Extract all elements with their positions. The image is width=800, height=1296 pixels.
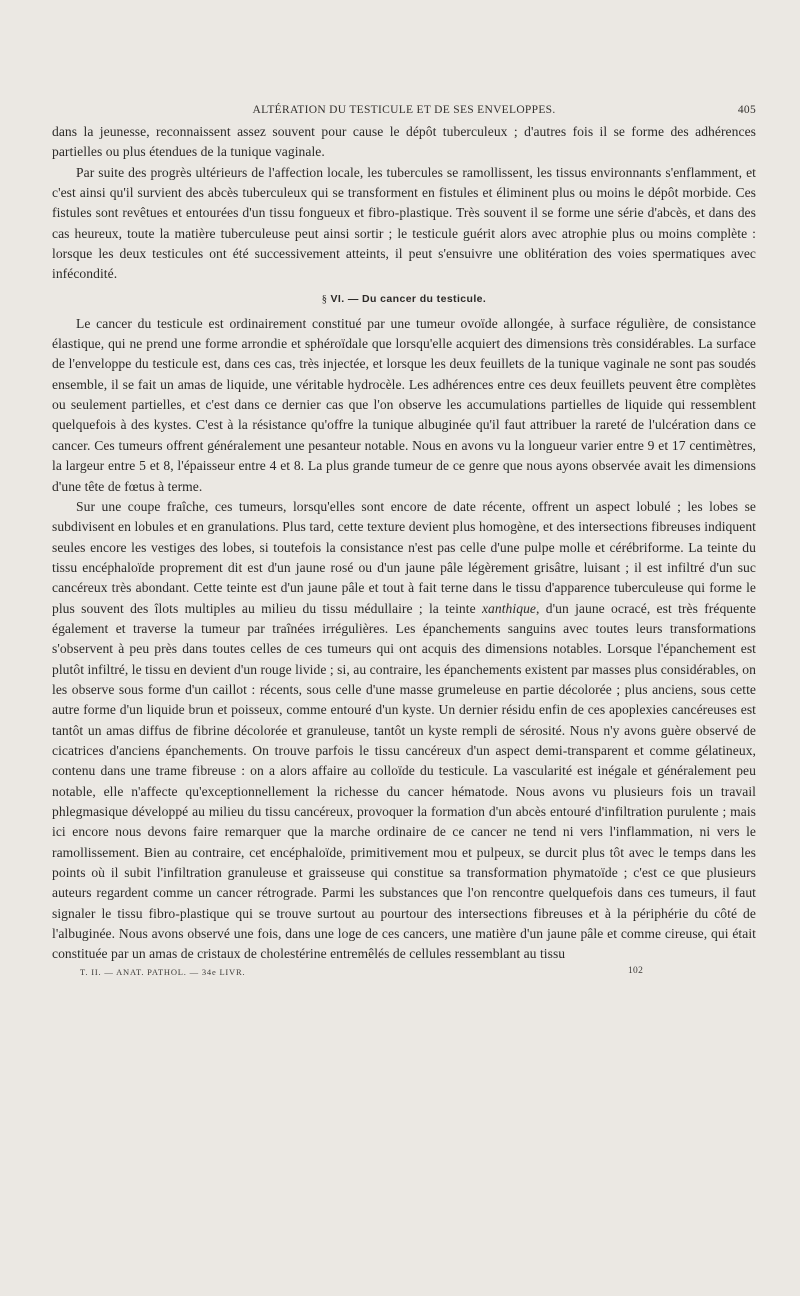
section-prefix: § (321, 293, 331, 305)
page (52, 104, 756, 981)
paragraph-cancer-description: Le cancer du testicule est ordinairement constitué par une tumeur ovoïde allongée, à surface régulière, de consistance élastique, qui ne prend une forme arrondie et sphéroïdale que lorsqu'elle acquiert des dimensions très considérables. La surface de l'enveloppe du testicule est, dans ces cas, très injectée, et lorsque les deux feuillets de la tunique vaginale ne sont pas soudés ensemble, il se fait un amas de liquide, une véritable hydrocèle. Les adhérences entre ces deux feuillets peuvent être complètes ou seulement partielles, et c'est dans ce dernier cas que l'on observe les accumulations partielles de liquide qui ressemblent quelquefois à des kystes. C'est à la résistance qu'offre la tunique albuginée qu'il faut attribuer la rareté de l'ulcération dans ce cancer. Ces tumeurs offrent généralement une pesanteur notable. Nous en avons vu la longueur varier entre 9 et 17 centimètres, la largeur entre 5 et 8, l'épaisseur entre 4 et 8. La plus grande tumeur de ce genre que nous ayons observée avait les dimensions d'une tête de fœtus à terme. (52, 315, 756, 494)
section-title: — Du cancer du testicule. (344, 292, 487, 305)
paragraph-text: Sur une coupe fraîche, ces tumeurs, lorsqu'elles sont encore de date récente, offrent un aspect lobulé ; les lobes se subdivisent en lobules et en granulations. Plus tard, cette texture devient plus homogène, et des intersections fibreuses indiquent seules encore les vestiges des lobes, si toutefois la consistance n'est pas celle d'une pulpe molle et cérébriforme. La teinte du tissu encéphaloïde proprement dit est d'un jaune rosé ou d'un jaune pâle légèrement grisâtre, luisant ; il est infiltré d'un suc cancéreux très abondant. Cette teinte est d'un jaune pâle et tout à fait terne dans le tissu d'apparence tuberculeuse qui forme le plus souvent des îlots multiples au milieu du tissu médullaire ; la teinte (52, 498, 756, 616)
paragraph-continuation: dans la jeunesse, reconnaissent assez souvent pour cause le dépôt tuberculeux ; d'autres fois il se forme des adhérences partielles ou plus étendues de la tunique vaginale. (52, 124, 756, 160)
running-head (52, 104, 756, 122)
italic-term: xanthique (481, 600, 537, 616)
sheet-number: 102 (628, 965, 644, 976)
running-title: ALTÉRATION DU TESTICULE ET DE SES ENVELOPPES. (252, 104, 556, 116)
signature-mark: T. II. — ANAT. PATHOL. — 34e LIVR. (80, 966, 246, 977)
section-heading (52, 293, 756, 305)
paragraph-tuberculous-progress: Par suite des progrès ultérieurs de l'affection locale, les tubercules se ramollissent, les tissus environnants s'enflamment, et c'est ainsi qu'il survient des abcès tuberculeux qui se transforment en fistules et éliminent plus ou moins le dépôt morbide. Ces fistules sont revêtues et entourées d'un tissu fongueux et fibro-plastique. Très souvent il se forme une série d'abcès, et dans des cas heureux, toute la matière tuberculeuse peut ainsi sortir ; le testicule guérit alors avec atrophie plus ou moins complète : lorsque les deux testicules ont été successivement atteints, il peut s'ensuivre une oblitération des voies spermatiques avec infécondité. (52, 164, 756, 282)
paragraph-fresh-section (52, 497, 756, 965)
paragraph-text: , d'un jaune ocracé, est très fréquente également et traverse la tumeur par traînées irrégulières. Les épanchements sanguins avec toutes leurs transformations s'observent à peu près dans toutes celles de ces tumeurs qui ont acquis des dimensions notables. Lorsque l'épanchement est plutôt infiltré, le tissu en devient d'un rouge livide ; si, au contraire, les épanchements existent par masses plus considérables, on les observe sous forme d'un caillot : récents, sous celle d'une masse grumeleuse en partie décolorée ; plus anciens, sous cette autre forme d'un liquide brun et poisseux, comme entouré d'un kyste. Un dernier résidu enfin de ces apoplexies cancéreuses est tantôt un amas diffus de fibrine décolorée et granuleuse, tantôt un kyste rempli de sérosité. Nous n'y avons guère observé de cicatrices d'anciens épanchements. On trouve parfois le tissu cancéreux d'un aspect demi-transparent et comme gélatineux, contenu dans une trame fibreuse : on a alors affaire au colloïde du testicule. La vascularité est inégale et généralement peu notable, elle n'affecte qu'exceptionnellement la richesse du cancer hématode. Nous avons vu plusieurs fois un travail phlegmasique développé au milieu du tissu cancéreux, provoquer la formation d'un abcès entouré d'infiltration purulente ; mais ici encore nous devons faire remarquer que la marche ordinaire de ce cancer ne tend ni vers l'inflammation, ni vers le ramollissement. Bien au contraire, cet encéphaloïde, primitivement mou et pulpeux, se durcit plus tôt avec le temps dans les points où il subit l'infiltration granuleuse et graisseuse qui constitue sa transformation phymatoïde ; c'est ce que plusieurs auteurs regardent comme un cancer rétrograde. Parmi les substances que l'on rencontre quelquefois dans ces tumeurs, il faut signaler le tissu fibro-plastique qui se trouve surtout au pourtour des intersections fibreuses et à la périphérie du côté de l'albuginée. Nous avons observé une fois, dans une loge de ces cancers, une matière d'un jaune pâle et comme cireuse, qui était constituée par un amas de cristaux de cholestérine entremêlés de cellules ressemblant au tissu (52, 600, 756, 962)
body-text (52, 122, 756, 965)
section-number: VI. (330, 292, 345, 305)
page-number: 405 (737, 104, 756, 116)
footer (52, 967, 756, 981)
